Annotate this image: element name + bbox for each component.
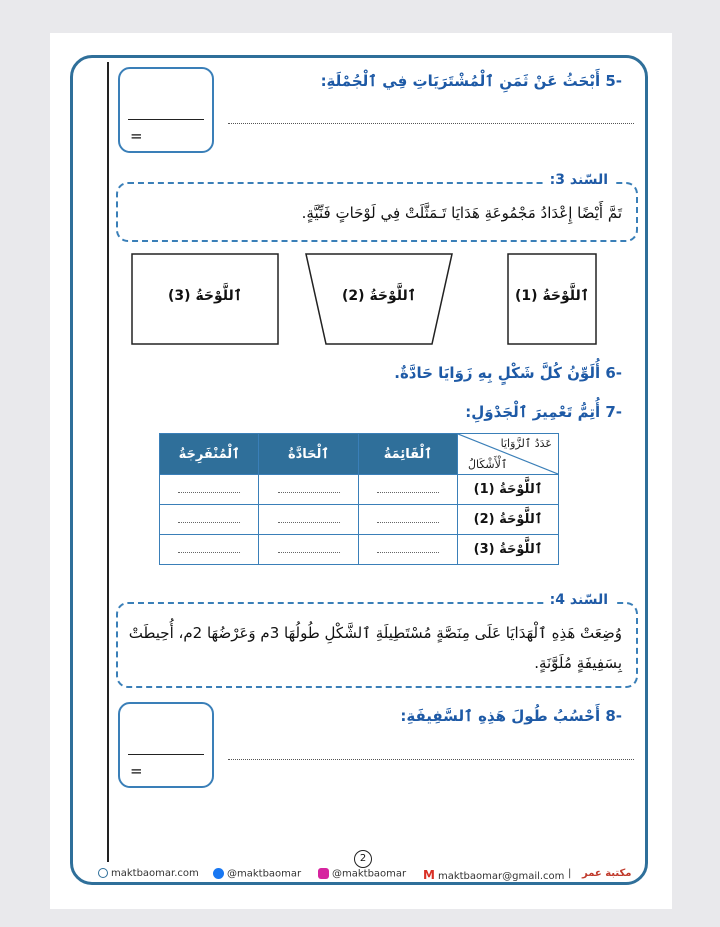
- footer-facebook[interactable]: [213, 868, 301, 880]
- panels-drawing: [0, 0, 720, 360]
- instagram-icon: [318, 868, 329, 879]
- instagram-text: @maktbaomar: [332, 868, 407, 880]
- row-label-2: ٱللَّوْحَةُ (2): [458, 505, 559, 535]
- question-7: -7 أُتِمُّ تَعْمِيرَ ٱلْجَدْوَلِ:: [465, 403, 622, 421]
- answer-box-line: [128, 754, 204, 755]
- footer-instagram[interactable]: [318, 868, 406, 880]
- answer-cell[interactable]: [358, 475, 457, 505]
- answer-cell[interactable]: [160, 505, 259, 535]
- corner-label-angles: عَدَدُ ٱلزَّوَايَا: [500, 437, 552, 450]
- answer-cell[interactable]: [259, 535, 358, 565]
- sanad-4-title: السّند 4:: [544, 592, 614, 608]
- equals-sign: =: [130, 127, 143, 145]
- table-row: [160, 475, 559, 505]
- footer-email[interactable]: [423, 868, 564, 882]
- answer-cell[interactable]: [259, 505, 358, 535]
- answer-cell[interactable]: [259, 475, 358, 505]
- header-right-angles: ٱلْقَائِمَةُ: [358, 434, 457, 475]
- answer-cell[interactable]: [160, 535, 259, 565]
- row-label-3: ٱللَّوْحَةُ (3): [458, 535, 559, 565]
- equals-sign: =: [130, 762, 143, 780]
- panel-1-label: ٱللَّوْحَةُ (1): [515, 288, 589, 304]
- answer-cell[interactable]: [358, 535, 457, 565]
- facebook-text: @maktbaomar: [227, 868, 302, 880]
- sanad-3-title: السّند 3:: [544, 172, 614, 188]
- panel-2-label: ٱللَّوْحَةُ (2): [342, 288, 416, 304]
- sanad-3-text: تَمَّ أَيْضًا إِعْدَادُ مَجْمُوعَةِ هَدَايَا تَـمَثَّلَتْ فِي لَوْحَاتٍ فَنِّيَّةٍ.: [301, 204, 622, 222]
- header-obtuse-angles: ٱلْمُنْفَرِجَةُ: [160, 434, 259, 475]
- gmail-icon: M: [423, 868, 435, 882]
- table-corner-cell: [458, 434, 559, 475]
- page-number: 2: [354, 850, 372, 868]
- website-text: maktbaomar.com: [111, 868, 199, 879]
- globe-icon: [98, 868, 108, 878]
- table-header-row: [160, 434, 559, 475]
- question-5: -5 أَبْحَثُ عَنْ ثَمَنِ ٱلْمُشْتَرَيَاتِ فِي ٱلْجُمْلَةِ:: [320, 72, 622, 90]
- question-8: -8 أَحْسُبُ طُولَ هَذِهِ ٱلسَّفِيفَةِ:: [400, 707, 622, 725]
- answer-box-8[interactable]: [118, 702, 214, 788]
- header-acute-angles: ٱلْحَادَّةُ: [259, 434, 358, 475]
- table-row: [160, 535, 559, 565]
- footer-website[interactable]: [98, 868, 199, 879]
- row-label-1: ٱللَّوْحَةُ (1): [458, 475, 559, 505]
- question-6: -6 أُلَوِّنُ كُلَّ شَكْلٍ بِهِ زَوَايَا حَادَّةٌ.: [394, 364, 622, 382]
- email-text: maktbaomar@gmail.com: [437, 871, 565, 882]
- answer-line-8[interactable]: [228, 759, 634, 760]
- table-row: [160, 505, 559, 535]
- sanad-4-text: وُضِعَتْ هَذِهِ ٱلْهَدَايَا عَلَى مِنَصَّةٍ مُسْتَطِيلَةِ ٱلشَّكْلِ طُولُهَا 3م وَعَرْضُهَا 2م، أُحِيطَتْ بِسَفِيفَةٍ مُلَوَّنَةٍ.: [128, 624, 622, 672]
- facebook-icon: [213, 868, 224, 879]
- panel-3-label: ٱللَّوْحَةُ (3): [168, 288, 242, 304]
- footer-separator: |: [568, 868, 572, 879]
- angles-table: [159, 433, 559, 565]
- answer-cell[interactable]: [160, 475, 259, 505]
- brand-logo: مكتبة عمر: [582, 868, 632, 879]
- answer-cell[interactable]: [358, 505, 457, 535]
- corner-label-shapes: ٱلْأَشْكَالُ: [468, 458, 508, 471]
